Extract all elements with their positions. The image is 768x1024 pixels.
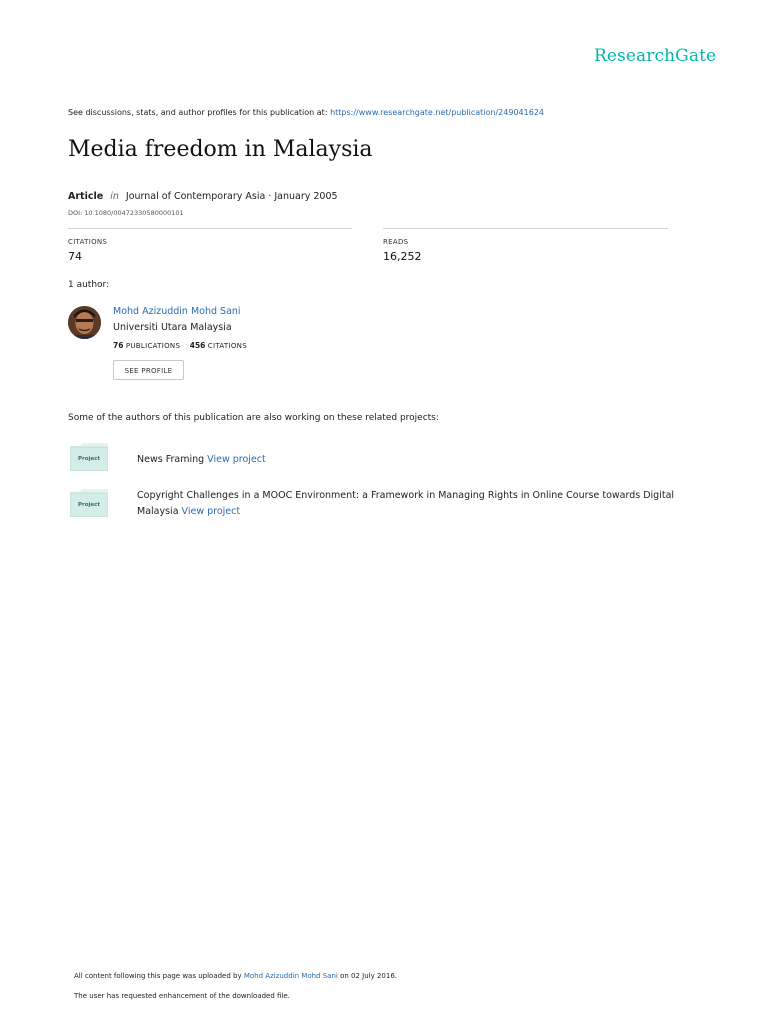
request-enhancement-note: The user has requested enhancement of the downloaded file. — [74, 992, 290, 1000]
publication-url-link[interactable]: https://www.researchgate.net/publication/249041624 — [330, 108, 544, 117]
reads-label: READS — [383, 238, 409, 246]
view-project-link[interactable]: View project — [207, 454, 266, 465]
author-avatar[interactable] — [68, 306, 101, 339]
reads-divider — [383, 228, 668, 229]
project-icon-label: Project — [77, 456, 101, 462]
author-citations-label: CITATIONS — [207, 342, 247, 350]
publication-in: in — [110, 191, 119, 202]
author-photo-icon — [68, 306, 101, 339]
see-discussions-text: See discussions, stats, and author profiles for this publication at: — [68, 108, 328, 117]
citations-label: CITATIONS — [68, 238, 108, 246]
related-project-item — [137, 452, 677, 468]
related-projects-heading: Some of the authors of this publication are also working on these related projects: — [68, 413, 439, 423]
citations-divider — [68, 228, 352, 229]
publication-venue: Journal of Contemporary Asia · January 2005 — [125, 191, 338, 202]
project-title: News Framing — [137, 454, 205, 465]
publication-doi: DOI: 10.1080/00472330580000101 — [68, 209, 184, 217]
publication-meta — [68, 191, 338, 202]
author-stats — [113, 341, 247, 350]
publication-type: Article — [68, 191, 104, 202]
uploader-link[interactable]: Mohd Azizuddin Mohd Sani — [243, 972, 338, 980]
publication-title: Media freedom in Malaysia — [68, 137, 373, 162]
author-publications-count: 76 — [113, 341, 124, 350]
author-publications-label: PUBLICATIONS — [125, 342, 181, 350]
upload-note — [74, 972, 397, 980]
project-title: Copyright Challenges in a MOOC Environment: a Framework in Managing Rights in Online Course towards Digital Malaysia — [137, 490, 675, 517]
citations-value: 74 — [68, 250, 82, 263]
see-discussions-line — [68, 108, 544, 117]
upload-suffix: on 02 July 2016. — [340, 972, 398, 980]
author-institution: Universiti Utara Malaysia — [113, 322, 232, 333]
reads-value: 16,252 — [383, 250, 422, 263]
see-profile-button[interactable]: SEE PROFILE — [113, 360, 184, 380]
researchgate-logo[interactable]: ResearchGate — [594, 46, 717, 66]
upload-prefix: All content following this page was uploaded by — [74, 972, 242, 980]
project-icon-label: Project — [77, 502, 101, 508]
author-citations-count: 456 — [189, 341, 206, 350]
view-project-link[interactable]: View project — [181, 506, 241, 517]
author-name-link[interactable]: Mohd Azizuddin Mohd Sani — [113, 306, 241, 317]
related-project-item — [137, 488, 677, 520]
authors-heading: 1 author: — [68, 280, 110, 290]
